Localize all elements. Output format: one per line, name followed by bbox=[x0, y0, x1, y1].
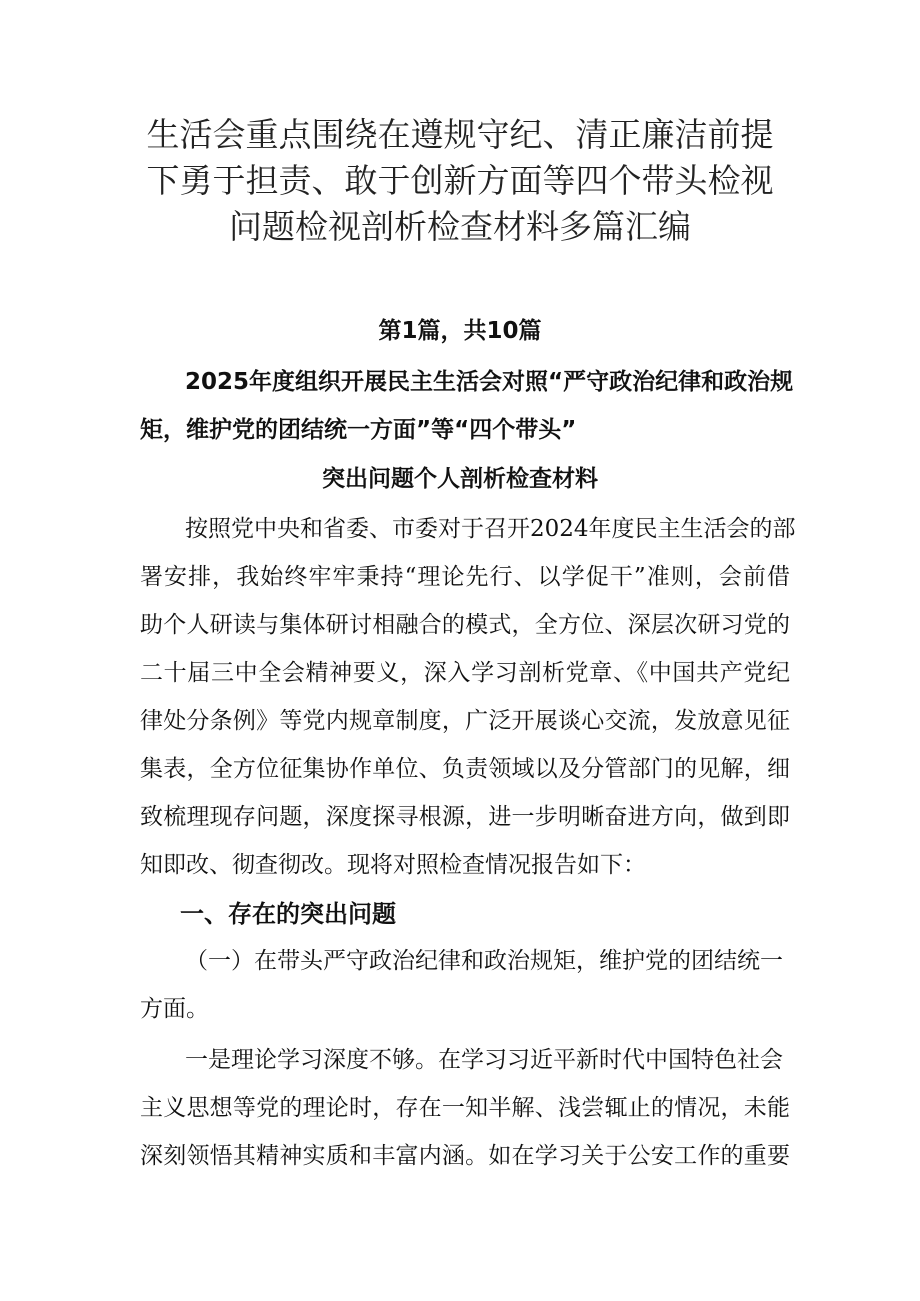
title-line-3: 问题检视剖析检查材料多篇汇编 bbox=[229, 207, 691, 246]
intro-line-2: 署安排，我始终牢牢秉持“理论先行、以学促干”准则，会前借 bbox=[140, 564, 790, 590]
subtitle-line-3: 突出问题个人剖析检查材料 bbox=[322, 466, 598, 492]
document-title bbox=[110, 112, 810, 250]
subsection-line-1: （一）在带头严守政治纪律和政治规矩，维护党的团结统一 bbox=[185, 948, 783, 974]
subtitle-line-2: 矩，维护党的团结统一方面”等“四个带头” bbox=[140, 417, 577, 443]
title-line-1: 生活会重点围绕在遵规守纪、清正廉洁前提 bbox=[146, 115, 774, 154]
subsection-line-2: 方面。 bbox=[140, 996, 209, 1022]
intro-line-4: 二十届三中全会精神要义，深入学习剖析党章、《中国共产党纪 bbox=[140, 660, 790, 686]
section-heading: 一、存在的突出问题 bbox=[180, 900, 396, 928]
point-line-1: 一是理论学习深度不够。在学习习近平新时代中国特色社会 bbox=[185, 1047, 783, 1073]
point-line-3: 深刻领悟其精神实质和丰富内涵。如在学习关于公安工作的重要 bbox=[140, 1143, 790, 1169]
intro-line-1: 按照党中央和省委、市委对于召开2024年度民主生活会的部 bbox=[185, 516, 796, 542]
part-label: 第1篇，共10篇 bbox=[378, 318, 542, 344]
intro-line-3: 助个人研读与集体研讨相融合的模式，全方位、深层次研习党的 bbox=[140, 612, 790, 638]
intro-line-6: 集表，全方位征集协作单位、负责领域以及分管部门的见解，细 bbox=[140, 756, 790, 782]
point-line-2: 主义思想等党的理论时，存在一知半解、浅尝辄止的情况，未能 bbox=[140, 1095, 790, 1121]
intro-line-5: 律处分条例》等党内规章制度，广泛开展谈心交流，发放意见征 bbox=[140, 708, 790, 734]
subtitle-line-1: 2025年度组织开展民主生活会对照“严守政治纪律和政治规 bbox=[185, 369, 794, 395]
intro-line-8: 知即改、彻查彻改。现将对照检查情况报告如下： bbox=[140, 852, 646, 878]
title-line-2: 下勇于担责、敢于创新方面等四个带头检视 bbox=[146, 161, 774, 200]
intro-line-7: 致梳理现存问题，深度探寻根源，进一步明晰奋进方向，做到即 bbox=[140, 804, 790, 830]
